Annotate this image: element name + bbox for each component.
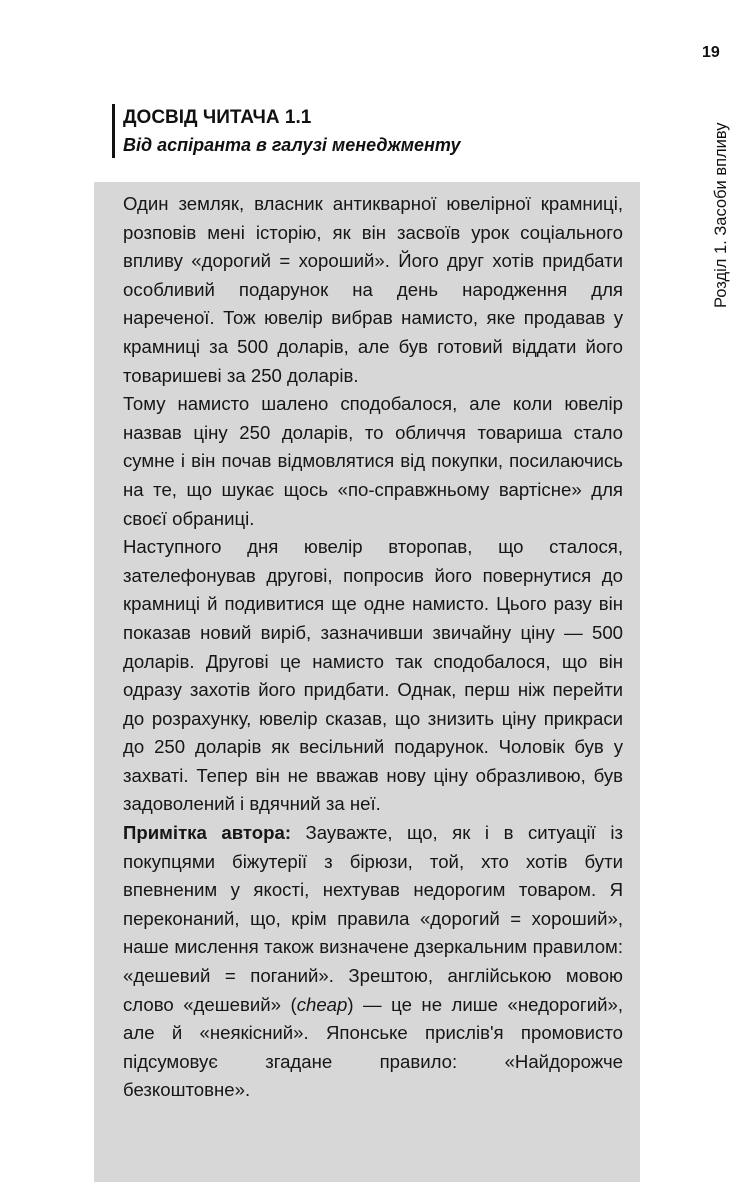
box-subtitle: Від аспіранта в галузі менеджменту — [123, 135, 461, 155]
author-note-text-1: Зауважте, що, як і в ситуації із покупцями біжутерії з бірюзи, той, хто хотів бути впевненим у якості, нехтував недорогим товаром. Я переконаний, що, крім правила «дорогий = хороший», наше мислення також визначене дзеркальним правилом: «дешевий = поганий». Зрештою, англійською мовою слово «дешевий» ( — [123, 822, 623, 1015]
author-note — [123, 819, 623, 1105]
paragraph-3: Наступного дня ювелір второпав, що сталося, зателефонував другові, попросив його повернутися до крамниці й подивитися ще одне намисто. Цього разу він показав новий виріб, зазначивши звичайну ціну — 500 доларів. Другові це намисто так сподобалося, що він одразу захотів його придбати. Однак, перш ніж перейти до розрахунку, ювелір сказав, що знизить ціну прикраси до 250 доларів як весільний подарунок. Чоловік був у захваті. Тепер він не вважав нову ціну образливою, був задоволений і вдячний за неї. — [123, 536, 623, 815]
sidebar-box-header — [112, 104, 460, 158]
page-number: 19 — [702, 44, 720, 61]
author-note-text-2: ) — це не лише «недорогий», але й «неякісний». Японське прислів'я промовисто підсумовує згадане правило: «Найдорожче безкоштовне». — [123, 993, 623, 1101]
running-head: Розділ 1. Засоби впливу — [712, 122, 730, 308]
box-body — [123, 190, 623, 1105]
author-note-label: Примітка автора: — [123, 822, 292, 844]
box-title: ДОСВІД ЧИТАЧА 1.1 — [123, 107, 312, 128]
paragraph-1: Один земляк, власник антикварної ювелірної крамниці, розповів мені історію, як він засвоїв урок соціального впливу «дорогий = хороший». Його друг хотів придбати особливий подарунок на день народження для нареченої. Тож ювелір вибрав намисто, яке продавав у крамниці за 500 доларів, але був готовий віддати його товаришеві за 250 доларів. — [123, 193, 623, 386]
author-note-italic: cheap — [296, 993, 348, 1015]
paragraph-2: Тому намисто шалено сподобалося, але коли ювелір назвав ціну 250 доларів, то обличчя товариша стало сумне і він почав відмовлятися від покупки, посилаючись на те, що шукає щось «по-справжньому вартісне» для своєї обраниці. — [123, 393, 623, 529]
